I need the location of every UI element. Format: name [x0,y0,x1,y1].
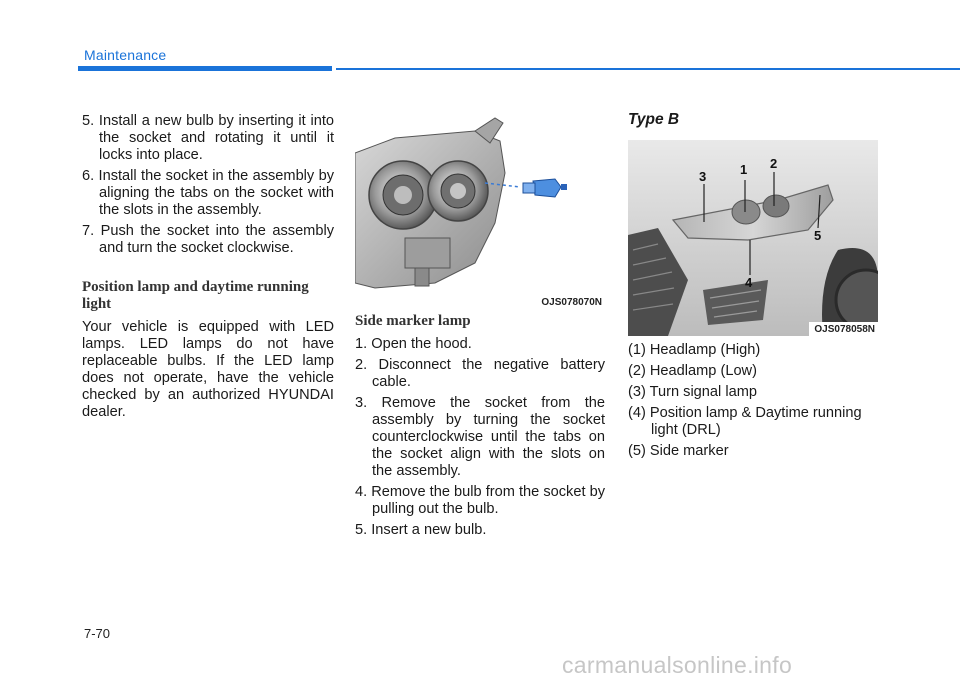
install-step: 7. Push the socket into the assembly and turn the socket clockwise. [82,223,334,256]
headlamp-legend-list [628,342,878,460]
figure-code: OJS078058N [809,322,878,336]
install-step: 6. Install the socket in the assembly by aligning the tabs on the socket with the slots in the assembly. [82,168,334,218]
headlamp-type-b-illustration [628,140,878,336]
side-marker-step: 5. Insert a new bulb. [355,522,487,538]
headlamp-assembly-illustration [355,113,605,309]
legend-item: (4) Position lamp & Daytime running light (DRL) [628,405,862,438]
callout-4: 4 [745,275,753,290]
legend-item: (3) Turn signal lamp [628,384,757,400]
led-lamp-paragraph: Your vehicle is equipped with LED lamps. LED lamps do not have replaceable bulbs. If the LED lamp does not operate, have the vehicle checked by an authorized HYUNDAI dealer. [82,319,334,420]
figure-code: OJS078070N [536,295,605,309]
callout-5: 5 [814,228,822,243]
section-title: Maintenance [84,47,167,63]
column-left [82,113,334,421]
legend-item: (2) Headlamp (Low) [628,363,757,379]
position-lamp-heading: Position lamp and daytime running light [82,279,309,312]
legend-item: (5) Side marker [628,443,729,459]
headlamp-assembly-figure [355,113,605,309]
install-steps-list [82,113,334,257]
side-marker-step: 2. Disconnect the negative battery cable. [355,357,605,390]
side-marker-step: 1. Open the hood. [355,336,472,352]
headlamp-type-b-figure [628,140,878,336]
page-number: 7-70 [84,626,111,641]
side-marker-step: 4. Remove the bulb from the socket by pulling out the bulb. [355,484,605,517]
header-rule-thick [78,66,332,71]
column-right [628,342,878,464]
type-b-label: Type B [628,111,680,128]
watermark: carmanualsonline.info [562,652,793,678]
legend-item: (1) Headlamp (High) [628,342,761,358]
column-middle [355,313,605,543]
callout-2: 2 [770,156,778,171]
side-marker-steps-list [355,336,605,539]
side-marker-heading: Side marker lamp [355,313,471,329]
callout-3: 3 [699,169,707,184]
install-step: 5. Install a new bulb by inserting it into the socket and rotating it until it locks into place. [82,113,334,163]
callout-1: 1 [740,162,748,177]
header-rule-thin [336,68,960,70]
side-marker-step: 3. Remove the socket from the assembly by turning the socket counterclockwise until the tabs on the socket align with the slots on the assembly. [355,395,605,479]
